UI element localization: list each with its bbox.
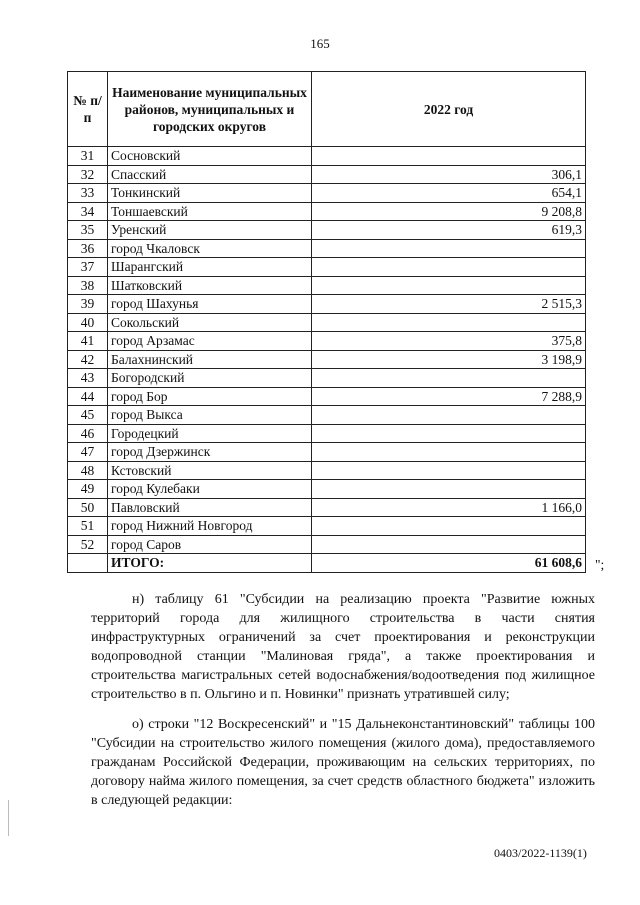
row-number-cell: 37: [68, 258, 108, 277]
row-number-cell: 34: [68, 202, 108, 221]
table-row: [68, 313, 586, 332]
value-cell: 1 166,0: [312, 498, 586, 517]
row-number-cell: 51: [68, 517, 108, 536]
municipality-name-cell: Богородский: [108, 369, 312, 388]
table-body: [68, 147, 586, 573]
table-row: [68, 276, 586, 295]
municipality-name-cell: город Чкаловск: [108, 239, 312, 258]
table-row: [68, 295, 586, 314]
total-label: ИТОГО:: [108, 554, 312, 573]
value-cell: [312, 480, 586, 499]
municipality-name-cell: Шатковский: [108, 276, 312, 295]
value-cell: 619,3: [312, 221, 586, 240]
row-number-cell: 44: [68, 387, 108, 406]
row-number-cell: 33: [68, 184, 108, 203]
value-cell: [312, 461, 586, 480]
table-row: [68, 147, 586, 166]
value-cell: [312, 313, 586, 332]
row-number-cell: 31: [68, 147, 108, 166]
row-number-cell: 40: [68, 313, 108, 332]
municipality-name-cell: Сосновский: [108, 147, 312, 166]
row-number-cell: 36: [68, 239, 108, 258]
row-number-cell: 50: [68, 498, 108, 517]
municipality-name-cell: Шарангский: [108, 258, 312, 277]
municipality-name-cell: город Выкса: [108, 406, 312, 425]
table-header-row: [68, 72, 586, 147]
table-row: [68, 387, 586, 406]
table-row: [68, 406, 586, 425]
value-cell: 2 515,3: [312, 295, 586, 314]
value-cell: 7 288,9: [312, 387, 586, 406]
table-row: [68, 258, 586, 277]
row-number-cell: 38: [68, 276, 108, 295]
header-name: Наименование муниципальных районов, муниципальных и городских округов: [108, 72, 312, 147]
table-row: [68, 498, 586, 517]
table-row: [68, 221, 586, 240]
municipality-name-cell: Тоншаевский: [108, 202, 312, 221]
value-cell: [312, 535, 586, 554]
municipality-name-cell: город Саров: [108, 535, 312, 554]
municipality-name-cell: город Бор: [108, 387, 312, 406]
municipality-name-cell: город Шахунья: [108, 295, 312, 314]
municipality-name-cell: Павловский: [108, 498, 312, 517]
municipality-name-cell: Уренский: [108, 221, 312, 240]
header-num: № п/п: [68, 72, 108, 147]
municipality-name-cell: Сокольский: [108, 313, 312, 332]
value-cell: [312, 276, 586, 295]
municipality-name-cell: город Арзамас: [108, 332, 312, 351]
row-number-cell: 49: [68, 480, 108, 499]
row-number-cell: 32: [68, 165, 108, 184]
value-cell: 375,8: [312, 332, 586, 351]
table-row: [68, 202, 586, 221]
value-cell: 306,1: [312, 165, 586, 184]
value-cell: 3 198,9: [312, 350, 586, 369]
row-number-cell: 35: [68, 221, 108, 240]
municipality-name-cell: Кстовский: [108, 461, 312, 480]
row-number-cell: 43: [68, 369, 108, 388]
total-row: [68, 554, 586, 573]
value-cell: 9 208,8: [312, 202, 586, 221]
value-cell: [312, 239, 586, 258]
municipality-name-cell: Балахнинский: [108, 350, 312, 369]
row-number-cell: 48: [68, 461, 108, 480]
table-row: [68, 165, 586, 184]
closing-quote: ";: [595, 557, 605, 572]
paragraph-n: н) таблицу 61 "Субсидии на реализацию проекта "Развитие южных территорий города для жилищного строительства в части снятия инфраструктурных ограничений за счет проектирования и реконструкции водопроводной станции "Малиновая гряда", а также проектирования и строительства магистральных сетей водоснабжения/водоотведения под жилищное строительство в п. Ольгино и п. Новинки" признать утратившей силу;: [91, 592, 595, 702]
document-code: 0403/2022-1139(1): [494, 846, 587, 860]
municipality-name-cell: Спасский: [108, 165, 312, 184]
row-number-cell: 47: [68, 443, 108, 462]
table-row: [68, 424, 586, 443]
total-value: 61 608,6: [312, 554, 586, 573]
table-row: [68, 517, 586, 536]
row-number-cell: 41: [68, 332, 108, 351]
value-cell: [312, 443, 586, 462]
row-number-cell: 52: [68, 535, 108, 554]
paragraph-o: о) строки "12 Воскресенский" и "15 Дальнеконстантиновский" таблицы 100 "Субсидии на строительство жилого помещения (жилого дома), предоставляемого гражданам Российской Федерации, проживающим на сельских территориях, по договору найма жилого помещения, за счет средств областного бюджета" изложить в следующей редакции:: [91, 717, 595, 808]
table-row: [68, 239, 586, 258]
value-cell: [312, 406, 586, 425]
total-empty-cell: [68, 554, 108, 573]
table-row: [68, 461, 586, 480]
municipality-name-cell: город Нижний Новгород: [108, 517, 312, 536]
municipality-name-cell: Городецкий: [108, 424, 312, 443]
table-row: [68, 350, 586, 369]
header-year: 2022 год: [312, 72, 586, 147]
row-number-cell: 46: [68, 424, 108, 443]
value-cell: 654,1: [312, 184, 586, 203]
municipality-name-cell: город Дзержинск: [108, 443, 312, 462]
page-number: 165: [310, 36, 330, 51]
row-number-cell: 45: [68, 406, 108, 425]
table-row: [68, 369, 586, 388]
table-row: [68, 443, 586, 462]
value-cell: [312, 369, 586, 388]
row-number-cell: 39: [68, 295, 108, 314]
table-row: [68, 332, 586, 351]
municipality-name-cell: Тонкинский: [108, 184, 312, 203]
value-cell: [312, 424, 586, 443]
value-cell: [312, 258, 586, 277]
table-row: [68, 184, 586, 203]
table-row: [68, 535, 586, 554]
scan-edge-mark: [8, 800, 9, 836]
table-row: [68, 480, 586, 499]
municipality-name-cell: город Кулебаки: [108, 480, 312, 499]
row-number-cell: 42: [68, 350, 108, 369]
value-cell: [312, 147, 586, 166]
subsidy-table: [67, 71, 586, 573]
value-cell: [312, 517, 586, 536]
